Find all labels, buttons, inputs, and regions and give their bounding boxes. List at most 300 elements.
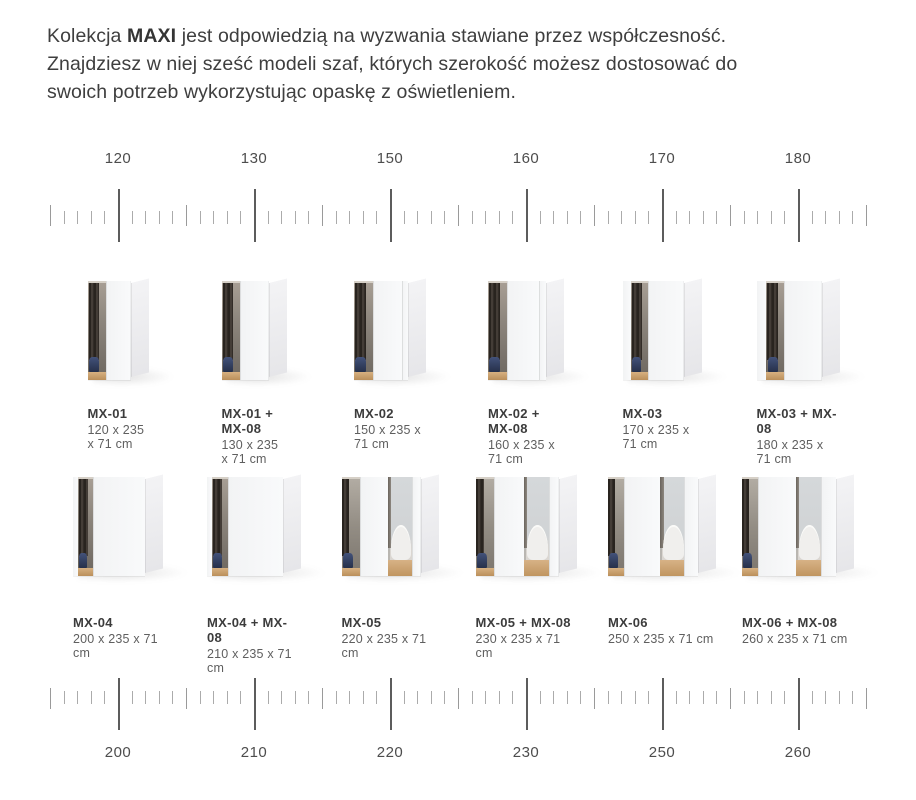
ruler-label: 220 (376, 744, 404, 761)
wardrobe-front (207, 477, 283, 576)
ruler-tick (526, 189, 528, 242)
wardrobe-image (342, 477, 439, 576)
wood-floor (608, 568, 624, 576)
wardrobe-door-panel (360, 477, 388, 576)
product-cell (730, 477, 866, 675)
ruler-tick (676, 691, 677, 704)
wardrobe-image (354, 281, 426, 380)
wood-floor (78, 568, 93, 576)
hanging-clothes (213, 479, 222, 556)
ruler-tick (608, 691, 609, 704)
wardrobe-image (88, 281, 149, 380)
ruler-tick (540, 211, 541, 224)
ruler-tick (580, 691, 581, 704)
product-cell (594, 477, 730, 675)
ruler-tick (322, 688, 323, 709)
ruler-tick (798, 189, 800, 242)
product-model-label: MX-04 + MX-08 (207, 615, 288, 645)
ruler-tick (281, 691, 282, 704)
wood-floor (342, 568, 360, 576)
ruler-tick (553, 691, 554, 704)
ruler-tick (512, 691, 513, 704)
wardrobe-image (623, 281, 702, 380)
ruler-tick (172, 211, 173, 224)
ruler-tick (91, 211, 92, 224)
wardrobe-side-panel (408, 279, 426, 377)
wardrobe-door-panel (507, 281, 539, 380)
pouf (768, 357, 778, 372)
ruler-tick (336, 211, 337, 224)
wardrobe-front (88, 281, 131, 380)
product-dimensions-label: 170 x 235 x 71 cm (622, 423, 690, 451)
product-cell (186, 281, 322, 466)
wood-floor (212, 568, 227, 576)
product-cell (50, 477, 186, 675)
bed-reflection (799, 525, 820, 561)
product-wrap (207, 477, 301, 675)
wood-floor (88, 372, 106, 380)
product-model-label: MX-03 + MX-08 (756, 406, 837, 436)
ruler-tick (444, 691, 445, 704)
ruler-tick (254, 678, 256, 730)
product-model-label: MX-05 (341, 615, 382, 630)
product-row-1 (50, 281, 866, 466)
intro-paragraph (47, 22, 881, 106)
ruler-tick (104, 211, 105, 224)
ruler-tick (213, 211, 214, 224)
wardrobe-open-section (342, 477, 360, 576)
wardrobe-front (342, 477, 421, 576)
ruler-tick (431, 691, 432, 704)
pouf (343, 553, 353, 568)
wardrobe-door-panel (412, 477, 421, 576)
ruler-tick (812, 691, 813, 704)
product-cell (594, 281, 730, 466)
wardrobe-mirror-panel (796, 477, 821, 576)
product-dimensions-label: 250 x 235 x 71 cm (608, 632, 714, 646)
product-label-block (207, 615, 301, 675)
wardrobe-side-panel (145, 475, 163, 573)
product-dimensions-label: 210 x 235 x 71 cm (207, 647, 292, 675)
ruler-tick (50, 205, 51, 226)
ruler-tick (852, 211, 853, 224)
wardrobe-front (222, 281, 269, 380)
product-model-label: MX-01 + MX-08 (221, 406, 274, 436)
product-dimensions-label: 180 x 235 x 71 cm (756, 438, 824, 466)
ruler-tick (336, 691, 337, 704)
product-label-block (488, 406, 564, 466)
ruler-tick (866, 688, 867, 709)
ruler-tick (172, 691, 173, 704)
ruler-tick (621, 211, 622, 224)
ruler-tick (240, 691, 241, 704)
product-dimensions-label: 230 x 235 x 71 cm (475, 632, 561, 660)
product-cell (730, 281, 866, 466)
ruler-tick (540, 691, 541, 704)
wardrobe-image (222, 281, 287, 380)
wardrobe-door-panel (684, 477, 698, 576)
product-model-label: MX-02 + MX-08 (488, 406, 540, 436)
wardrobe-door-panel (228, 477, 283, 576)
ruler-tick (716, 211, 717, 224)
product-dimensions-label: 130 x 235 x 71 cm (221, 438, 279, 466)
ruler-tick (308, 211, 309, 224)
wardrobe-image (488, 281, 564, 380)
wardrobe-image (608, 477, 716, 576)
product-wrap (73, 477, 163, 660)
hanging-clothes (223, 283, 234, 360)
ruler-tick (812, 211, 813, 224)
wardrobe-mirror-panel (388, 477, 412, 576)
ruler-tick (648, 211, 649, 224)
ruler-tick (567, 691, 568, 704)
intro-text: jest odpowiedzią na wyzwania stawiane przez współczesność. (176, 25, 727, 47)
wardrobe-door-panel (623, 281, 632, 380)
pouf (489, 357, 500, 372)
product-row-2 (50, 477, 866, 675)
ruler-tick (376, 691, 377, 704)
ruler-tick (662, 189, 664, 242)
ruler-tick (798, 678, 800, 730)
ruler-label: 210 (240, 744, 268, 761)
ruler-tick (444, 211, 445, 224)
intro-line-1 (47, 22, 881, 50)
ruler-tick (64, 211, 65, 224)
product-cell (50, 281, 186, 466)
bed-reflection (391, 525, 411, 561)
curtain-reflection (388, 477, 391, 548)
ruler-tick (472, 691, 473, 704)
ruler-tick (499, 211, 500, 224)
wardrobe-side-panel (269, 279, 287, 377)
ruler-tick (730, 205, 731, 226)
wood-floor (742, 568, 758, 576)
pouf (743, 553, 752, 568)
ruler-tick (349, 211, 350, 224)
ruler-tick (852, 691, 853, 704)
product-label-block (742, 615, 854, 646)
wardrobe-open-section (766, 281, 784, 380)
ruler-tick (431, 211, 432, 224)
ruler-label: 230 (512, 744, 540, 761)
ruler-label: 170 (648, 150, 676, 167)
product-cell (322, 281, 458, 466)
product-wrap (742, 477, 854, 646)
wardrobe-open-section (742, 477, 758, 576)
pouf (609, 553, 618, 568)
ruler-tick (308, 691, 309, 704)
wood-floor-reflection (388, 560, 412, 576)
product-wrap (757, 281, 840, 466)
ruler-top-ticks (50, 189, 866, 242)
ruler-tick (716, 691, 717, 704)
product-label-block (623, 406, 702, 451)
curtain-reflection (796, 477, 800, 548)
ruler-tick (363, 691, 364, 704)
ruler-tick (689, 211, 690, 224)
width-ruler-bottom (50, 678, 866, 768)
intro-text: Kolekcja (47, 25, 128, 47)
wardrobe-side-panel (559, 475, 577, 573)
ruler-tick (635, 691, 636, 704)
ruler-tick (512, 211, 513, 224)
pouf (355, 357, 365, 372)
ruler-tick (404, 211, 405, 224)
ruler-tick (227, 691, 228, 704)
pouf (89, 357, 99, 372)
pouf (79, 553, 87, 568)
ruler-tick (118, 189, 120, 242)
pouf (477, 553, 487, 568)
ruler-tick (186, 205, 187, 226)
wardrobe-side-panel (131, 279, 149, 377)
product-wrap (623, 281, 702, 451)
wardrobe-door-panel (757, 281, 767, 380)
ruler-tick (580, 211, 581, 224)
ruler-tick (132, 691, 133, 704)
ruler-tick (240, 211, 241, 224)
intro-line-2: Znajdziesz w niej sześć modeli szaf, których szerokość możesz dostosować do (47, 53, 738, 75)
bed-reflection (663, 525, 683, 561)
ruler-bottom-labels (50, 744, 866, 764)
ruler-tick (744, 691, 745, 704)
wardrobe-side-panel (546, 279, 564, 377)
ruler-tick (499, 691, 500, 704)
product-dimensions-label: 120 x 235 x 71 cm (87, 423, 145, 451)
wardrobe-side-panel (836, 475, 854, 573)
ruler-tick (676, 211, 677, 224)
ruler-tick (621, 691, 622, 704)
wardrobe-open-section (78, 477, 93, 576)
hanging-clothes (342, 479, 350, 556)
ruler-tick (458, 688, 459, 709)
hanging-clothes (767, 283, 778, 360)
product-label-block (342, 615, 439, 660)
wardrobe-front (757, 281, 822, 380)
product-dimensions-label: 150 x 235 x 71 cm (354, 423, 421, 451)
wardrobe-door-panel (402, 281, 408, 380)
wardrobe-mirror-panel (660, 477, 684, 576)
ruler-tick (200, 691, 201, 704)
hanging-clothes (608, 479, 615, 556)
ruler-label: 150 (376, 150, 404, 167)
wardrobe-door-panel (494, 477, 524, 576)
ruler-tick (648, 691, 649, 704)
product-cell (322, 477, 458, 675)
wardrobe-image (207, 477, 301, 576)
width-ruler-top (50, 150, 866, 245)
ruler-tick (132, 211, 133, 224)
product-model-label: MX-05 + MX-08 (475, 615, 571, 630)
wood-floor (354, 372, 373, 380)
product-dimensions-label: 260 x 235 x 71 cm (742, 632, 848, 646)
ruler-tick (417, 211, 418, 224)
product-label-block (354, 406, 426, 451)
wardrobe-front (73, 477, 145, 576)
ruler-tick (485, 211, 486, 224)
product-label-block (222, 406, 287, 466)
ruler-tick (404, 691, 405, 704)
ruler-tick (363, 211, 364, 224)
curtain-reflection (660, 477, 663, 548)
product-model-label: MX-01 (87, 406, 128, 421)
ruler-bottom-ticks (50, 678, 866, 730)
ruler-tick (771, 211, 772, 224)
product-label-block (88, 406, 149, 451)
wardrobe-front (623, 281, 684, 380)
hanging-clothes (89, 283, 99, 360)
ruler-tick (159, 211, 160, 224)
wardrobe-front (608, 477, 698, 576)
intro-line-3: swoich potrzeb wykorzystując opaskę z oświetleniem. (47, 81, 516, 103)
product-model-label: MX-04 (73, 615, 113, 630)
wardrobe-front (476, 477, 559, 576)
bed-reflection (527, 525, 548, 561)
product-model-label: MX-06 (608, 615, 648, 630)
product-wrap (88, 281, 149, 451)
product-cell (458, 281, 594, 466)
ruler-tick (268, 211, 269, 224)
ruler-tick (689, 691, 690, 704)
ruler-tick (567, 211, 568, 224)
ruler-top-labels (50, 150, 866, 170)
wardrobe-open-section (488, 281, 507, 380)
ruler-tick (635, 211, 636, 224)
ruler-tick (254, 189, 256, 242)
ruler-tick (91, 691, 92, 704)
ruler-tick (472, 211, 473, 224)
product-cell (458, 477, 594, 675)
curtain-reflection (524, 477, 527, 548)
ruler-tick (866, 205, 867, 226)
ruler-label: 250 (648, 744, 676, 761)
wardrobe-front (742, 477, 836, 576)
wardrobe-door-panel (106, 281, 131, 380)
ruler-label: 130 (240, 150, 268, 167)
ruler-tick (757, 691, 758, 704)
product-wrap (222, 281, 287, 466)
product-model-label: MX-02 (354, 406, 394, 421)
ruler-tick (77, 211, 78, 224)
wardrobe-open-section (88, 281, 106, 380)
product-dimensions-label: 220 x 235 x 71 cm (341, 632, 427, 660)
ruler-tick (104, 691, 105, 704)
wardrobe-image (73, 477, 163, 576)
wardrobe-image (742, 477, 854, 576)
wood-floor (222, 372, 240, 380)
ruler-tick (145, 211, 146, 224)
hanging-clothes (476, 479, 484, 556)
ruler-tick (553, 211, 554, 224)
ruler-tick (825, 211, 826, 224)
product-wrap (476, 477, 577, 660)
ruler-tick (458, 205, 459, 226)
ruler-tick (200, 211, 201, 224)
product-wrap (488, 281, 564, 466)
ruler-tick (376, 211, 377, 224)
ruler-tick (608, 211, 609, 224)
product-label-block (73, 615, 163, 660)
wood-floor-reflection (660, 560, 684, 576)
wardrobe-door-panel (240, 281, 269, 380)
wardrobe-side-panel (283, 475, 301, 573)
ruler-label: 120 (104, 150, 132, 167)
ruler-tick (118, 678, 120, 730)
ruler-tick (784, 211, 785, 224)
ruler-tick (145, 691, 146, 704)
ruler-tick (295, 211, 296, 224)
ruler-tick (485, 691, 486, 704)
product-model-label: MX-03 (622, 406, 663, 421)
hanging-clothes (632, 283, 642, 360)
wardrobe-open-section (608, 477, 624, 576)
product-label-block (757, 406, 840, 466)
wood-floor-reflection (524, 560, 549, 576)
wardrobe-side-panel (822, 279, 840, 377)
pouf (632, 357, 641, 372)
wardrobe-side-panel (698, 475, 716, 573)
ruler-label: 260 (784, 744, 812, 761)
ruler-tick (186, 688, 187, 709)
ruler-tick (526, 678, 528, 730)
ruler-tick (594, 205, 595, 226)
wardrobe-door-panel (784, 281, 821, 380)
ruler-tick (281, 211, 282, 224)
pouf (213, 553, 221, 568)
ruler-tick (322, 205, 323, 226)
ruler-tick (594, 688, 595, 709)
wood-floor (631, 372, 647, 380)
ruler-tick (757, 211, 758, 224)
wardrobe-door-panel (821, 477, 836, 576)
wood-floor (766, 372, 784, 380)
wardrobe-door-panel (624, 477, 660, 576)
product-label-block (476, 615, 577, 660)
wardrobe-side-panel (684, 279, 702, 377)
wardrobe-side-panel (421, 475, 439, 573)
wood-floor (476, 568, 494, 576)
product-cell (186, 477, 322, 675)
product-model-label: MX-06 + MX-08 (742, 615, 838, 630)
hanging-clothes (489, 283, 500, 360)
ruler-tick (227, 211, 228, 224)
wardrobe-front (354, 281, 408, 380)
ruler-label: 160 (512, 150, 540, 167)
ruler-tick (417, 691, 418, 704)
ruler-tick (662, 678, 664, 730)
wardrobe-door-panel (648, 281, 684, 380)
ruler-tick (268, 691, 269, 704)
wardrobe-door-panel (549, 477, 559, 576)
wood-floor-reflection (796, 560, 821, 576)
wardrobe-open-section (354, 281, 373, 380)
product-dimensions-label: 200 x 235 x 71 cm (73, 632, 158, 660)
ruler-tick (839, 691, 840, 704)
hanging-clothes (79, 479, 88, 556)
wardrobe-open-section (222, 281, 240, 380)
ruler-tick (839, 211, 840, 224)
ruler-tick (390, 189, 392, 242)
ruler-label: 180 (784, 150, 812, 167)
wardrobe-open-section (476, 477, 494, 576)
product-label-block (608, 615, 716, 646)
ruler-label: 200 (104, 744, 132, 761)
product-dimensions-label: 160 x 235 x 71 cm (488, 438, 555, 466)
ruler-tick (50, 688, 51, 709)
ruler-tick (159, 691, 160, 704)
ruler-tick (703, 211, 704, 224)
pouf (223, 357, 233, 372)
